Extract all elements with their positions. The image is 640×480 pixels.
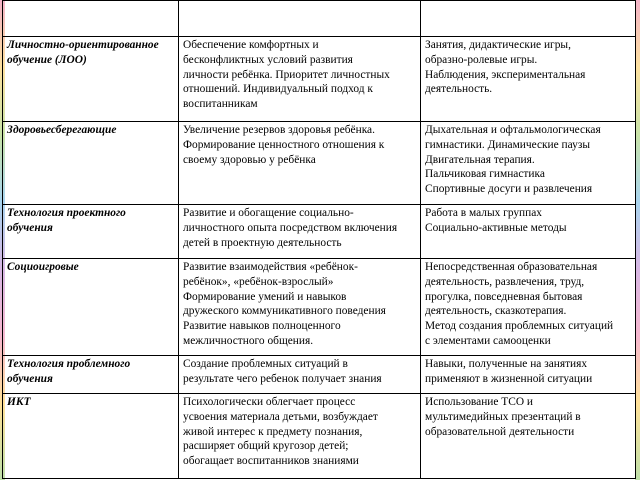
cell-text-line: Создание проблемных ситуаций в [183,358,348,370]
cell-text-line: обогащает воспитанников знаниями [183,455,359,468]
forms-cell [421,259,636,356]
cell-text-line: Психологически облегчает процесс [183,396,356,408]
cell-text-line: детей в проектную деятельность [183,236,342,249]
cell-text-line: гимнастики. Динамические паузы [425,138,590,151]
technologies-table [2,0,636,479]
cell-text-line: бесконфликтных условий развития [183,53,353,66]
cell-text-line: Использование ТСО и [425,396,534,408]
goal-cell [179,259,421,356]
table-row [3,394,636,479]
cell-text-line: Дыхательная и офтальмологическая [425,124,601,136]
technology-name-cell [3,122,179,205]
cell-text-line: с элементами самооценки [425,334,551,347]
cell-text-line: Развитие навыков полноценного [183,320,341,333]
cell-text-line: дружеского коммуникативного поведения [183,305,386,318]
technology-name-cell [3,259,179,356]
cell-text-line: живой интерес к предмету познания, [183,425,363,438]
forms-cell [421,205,636,259]
cell-text-line: ребёнок», «ребёнок-взрослый» [183,275,334,288]
cell-text-line: образовательной деятельности [425,425,575,438]
cell-text-line: образно-ролевые игры. [425,53,538,66]
cell-text-line: деятельность, развлечения, труд, [425,275,585,288]
goal-cell [179,205,421,259]
cell-text-line: воспитанникам [183,98,258,111]
forms-cell [421,356,636,394]
cell-text-line: Спортивные досуги и развлечения [425,183,593,196]
cell-text-line: обучения [7,372,53,385]
cell-text-line: результате чего ребенок получает знания [183,372,382,385]
goal-cell [179,122,421,205]
forms-cell [421,37,636,122]
header-cell-1 [3,1,179,37]
cell-text-line: ИКТ [7,396,31,408]
cell-text-line: расширяет общий кругозор детей; [183,440,349,453]
cell-text-line: Технология проектного [7,207,126,219]
cell-text-line: Здоровьесберегающие [7,124,117,136]
cell-text-line: Занятия, дидактические игры, [425,39,571,51]
cell-text-line: Личностно-ориентированное [7,39,159,51]
technology-name-cell [3,37,179,122]
cell-text-line: Двигательная терапия. [425,153,535,166]
cell-text-line: усвоения материала детьми, возбуждает [183,410,378,423]
cell-text-line: Непосредственная образовательная [425,261,598,273]
cell-text-line: Работа в малых группах [425,207,542,219]
cell-text-line: Развитие и обогащение социально- [183,207,354,219]
cell-text-line: деятельность, сказкотерапия. [425,305,567,318]
cell-text-line: Обеспечение комфортных и [183,39,319,51]
cell-text-line: Наблюдения, экспериментальная [425,68,586,81]
goal-cell [179,356,421,394]
cell-text-line: Социоигровые [7,261,79,273]
header-cell-3 [421,1,636,37]
cell-text-line: Формирование ценностного отношения к [183,138,385,151]
table-row [3,259,636,356]
forms-cell [421,394,636,479]
cell-text-line: межличностного общения. [183,334,314,347]
cell-text-line: Навыки, полученные на занятиях [425,358,588,370]
header-cell-2 [179,1,421,37]
cell-text-line: деятельность. [425,83,493,96]
cell-text-line: отношений. Индивидуальный подход к [183,83,373,96]
technology-name-cell [3,394,179,479]
technology-name-cell [3,356,179,394]
cell-text-line: Развитие взаимодействия «ребёнок- [183,261,358,273]
cell-text-line: обучение (ЛОО) [7,53,87,66]
cell-text-line: прогулка, повседневная бытовая [425,290,583,303]
cell-text-line: Пальчиковая гимнастика [425,168,545,181]
cell-text-line: личности ребёнка. Приоритет личностных [183,68,390,81]
cell-text-line: Технология проблемного [7,358,131,370]
table-row [3,37,636,122]
cell-text-line: применяют в жизненной ситуации [425,372,593,385]
table-row [3,205,636,259]
cell-text-line: Формирование умений и навыков [183,290,347,303]
cell-text-line: Метод создания проблемных ситуаций [425,320,614,333]
cell-text-line: обучения [7,221,53,234]
cell-text-line: личностного опыта посредством включения [183,221,398,234]
cell-text-line: мультимедийных презентаций в [425,410,581,423]
goal-cell [179,394,421,479]
cell-text-line: Увеличение резервов здоровья ребёнка. [183,124,375,136]
table-row [3,122,636,205]
forms-cell [421,122,636,205]
technology-name-cell [3,205,179,259]
cell-text-line: своему здоровью у ребёнка [183,153,316,166]
cell-text-line: Социально-активные методы [425,221,567,234]
header-row [3,1,636,37]
table-row [3,356,636,394]
goal-cell [179,37,421,122]
